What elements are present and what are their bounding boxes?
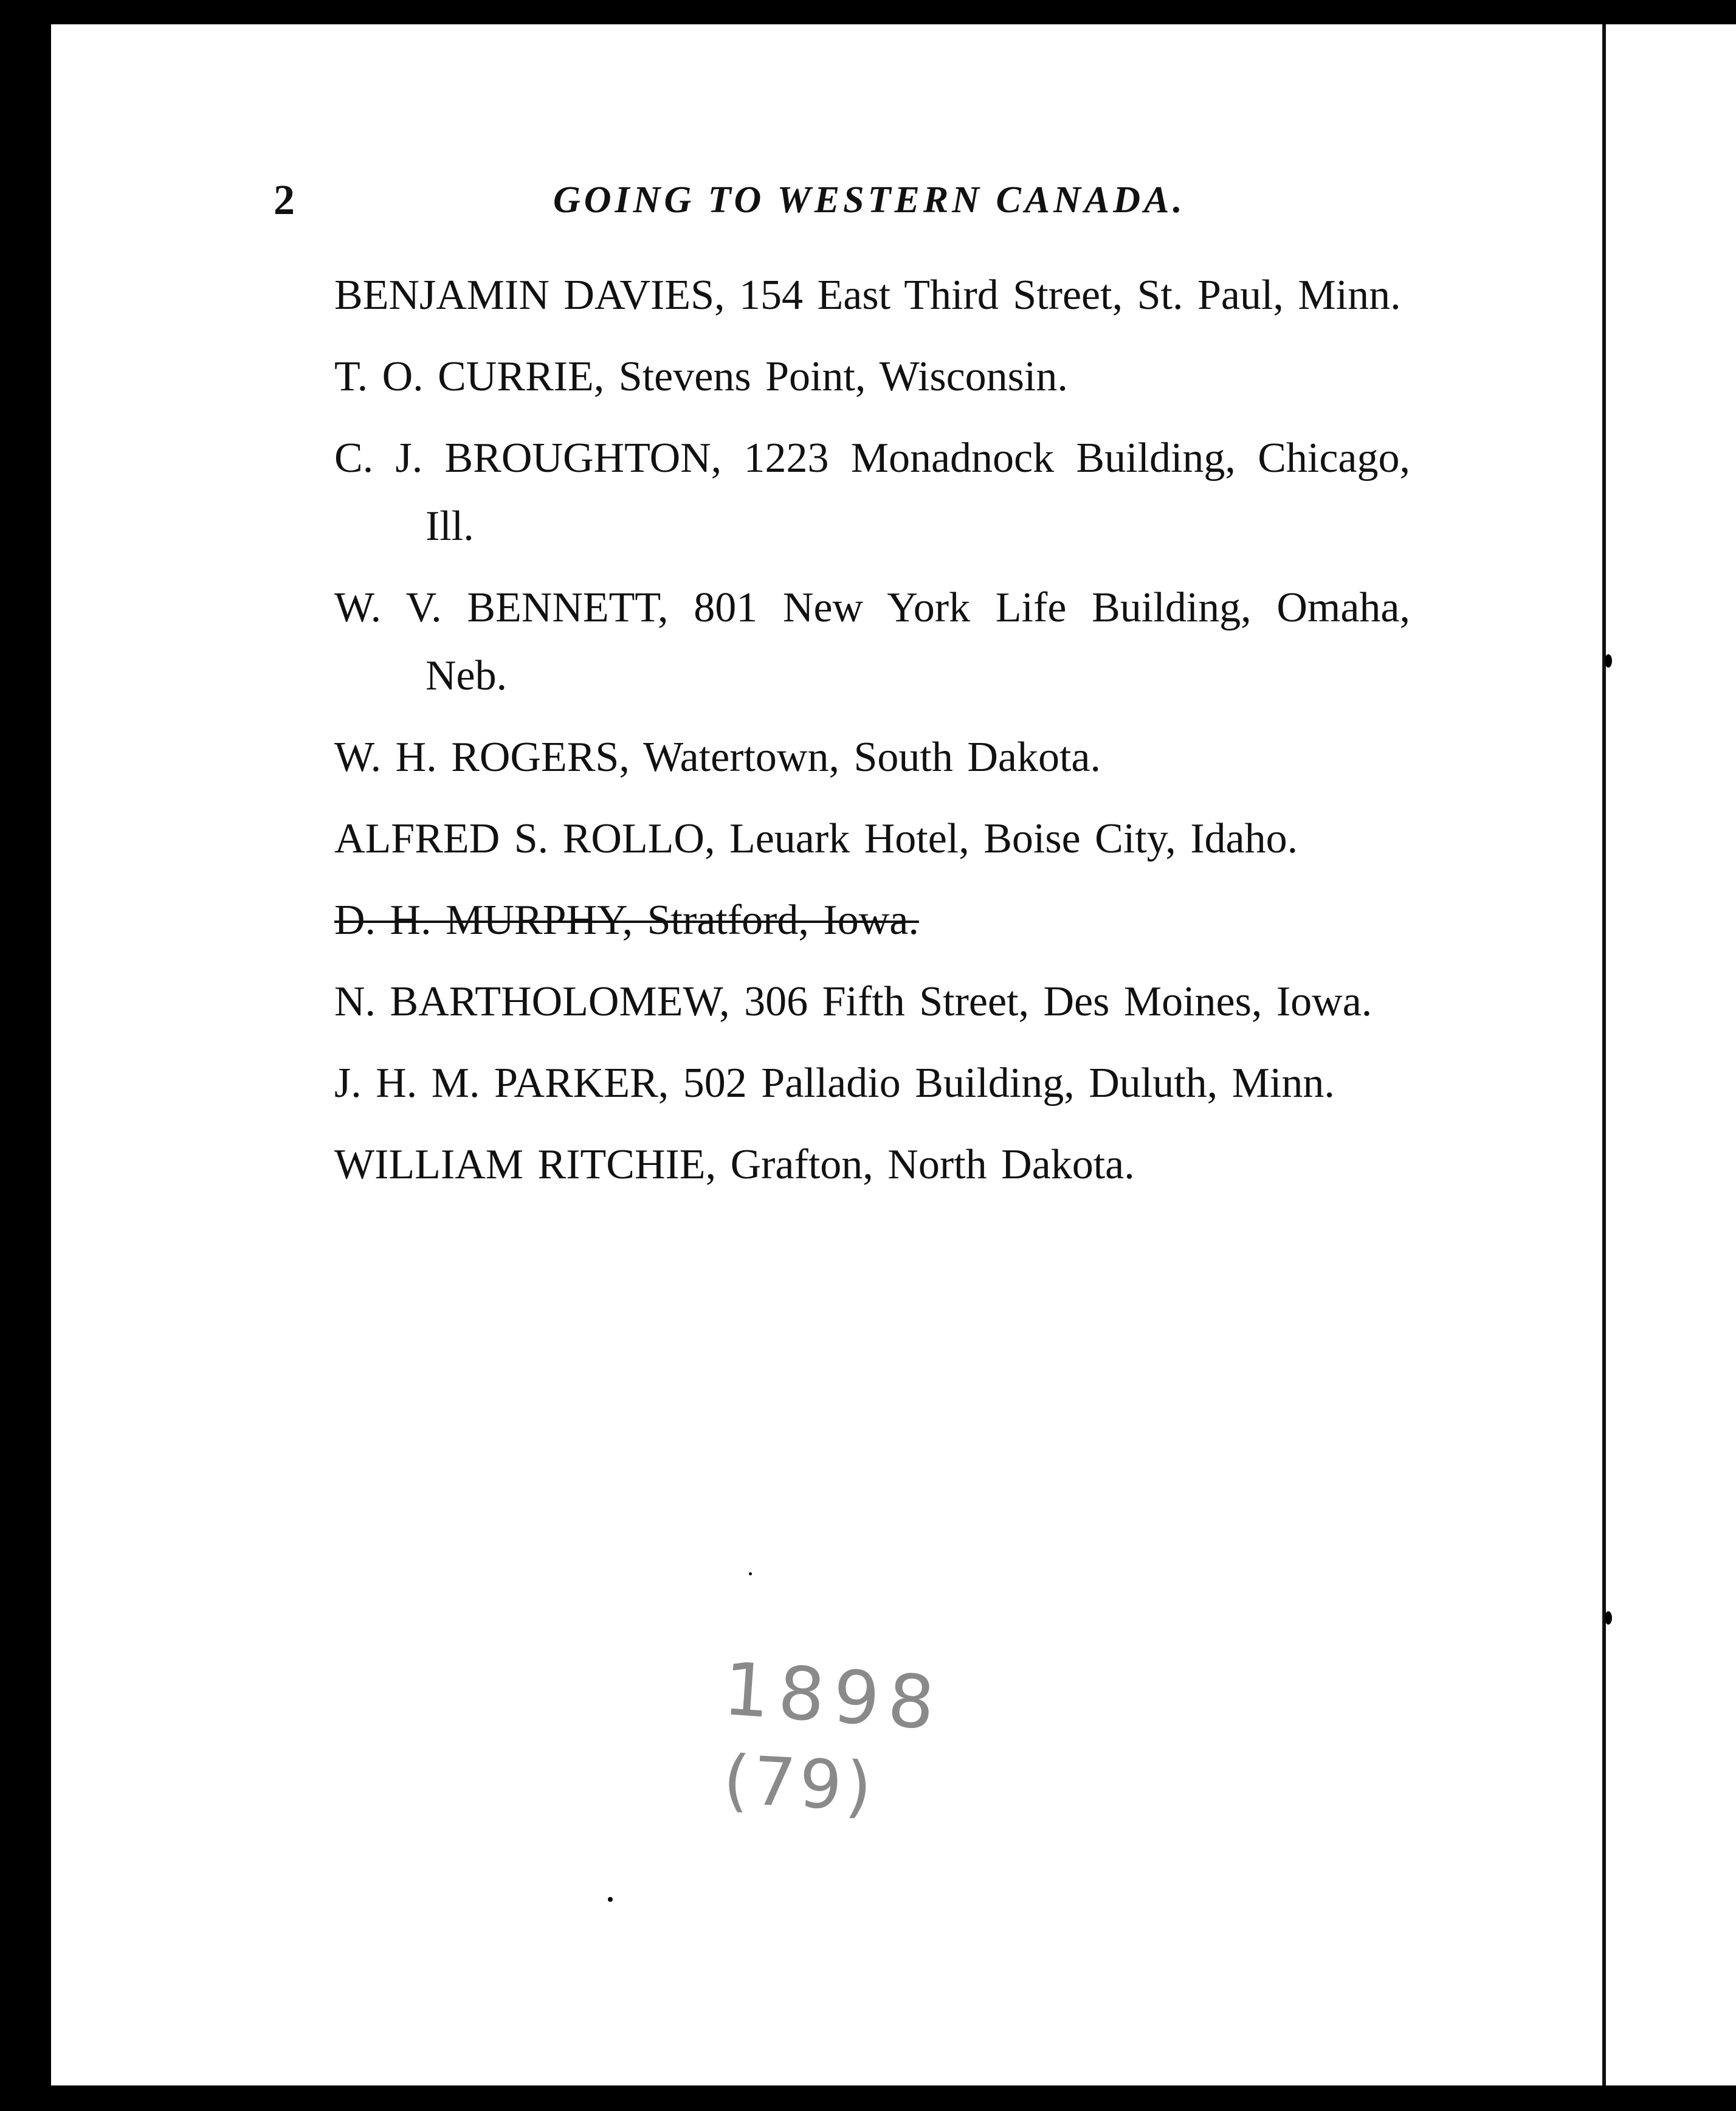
handwritten-year: 1898 bbox=[720, 1647, 946, 1747]
page-number: 2 bbox=[274, 177, 295, 224]
agent-entry: ALFRED S. ROLLO, Leuark Hotel, Boise City, Idaho. bbox=[334, 815, 1298, 862]
agent-entry: W. V. BENNETT, 801 New York Life Building, Omaha, Neb. bbox=[334, 584, 1410, 699]
agent-entry: N. BARTHOLOMEW, 306 Fifth Street, Des Moines, Iowa. bbox=[334, 978, 1373, 1025]
agent-entry: T. O. CURRIE, Stevens Point, Wisconsin. bbox=[334, 353, 1068, 400]
agent-entry: J. H. M. PARKER, 502 Palladio Building, Duluth, Minn. bbox=[334, 1060, 1335, 1107]
scan-speck bbox=[1605, 1611, 1612, 1625]
agent-list bbox=[334, 261, 1410, 1212]
agent-entry-struck-through: D. H. MURPHY, Stratford, Iowa. bbox=[334, 897, 919, 944]
running-title: GOING TO WESTERN CANADA. bbox=[553, 179, 1186, 221]
agent-entry: WILLIAM RITCHIE, Grafton, North Dakota. bbox=[334, 1141, 1135, 1188]
handwritten-annotation bbox=[720, 1647, 946, 1826]
handwritten-number: (79) bbox=[721, 1740, 878, 1826]
scan-speck bbox=[608, 1897, 613, 1902]
agent-entry: C. J. BROUGHTON, 1223 Monadnock Building, Chicago, Ill. bbox=[334, 435, 1410, 550]
scan-speck bbox=[749, 1572, 752, 1575]
page-edge-line bbox=[1602, 24, 1606, 2085]
agent-entry: BENJAMIN DAVIES, 154 East Third Street, St. Paul, Minn. bbox=[334, 272, 1401, 319]
agent-entry: W. H. ROGERS, Watertown, South Dakota. bbox=[334, 734, 1101, 781]
page-header bbox=[274, 176, 1428, 231]
scan-speck bbox=[1605, 654, 1612, 668]
adjacent-page-strip bbox=[1607, 24, 1736, 2085]
